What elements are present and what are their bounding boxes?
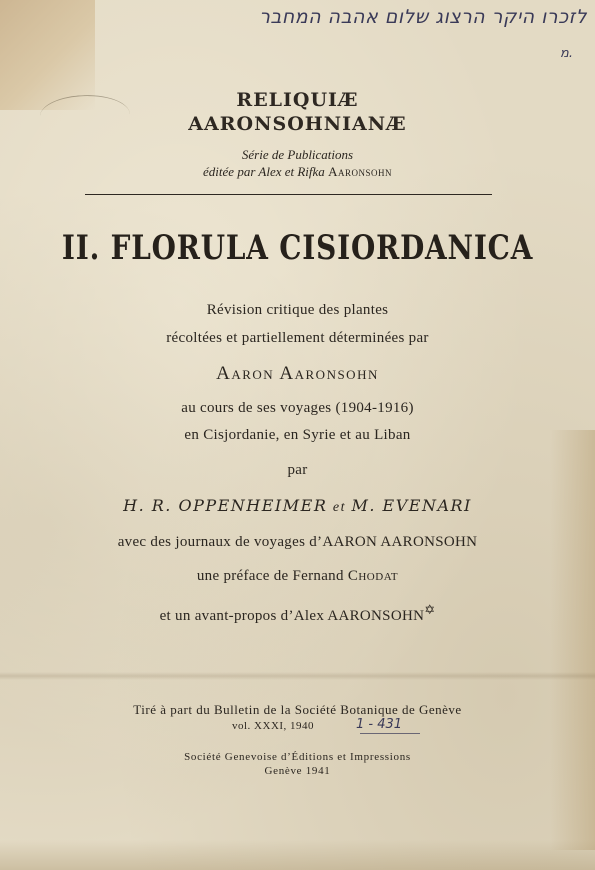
preface-prefix: une préface de Fernand — [196, 568, 344, 584]
editors-surname: Aaronsohn — [328, 164, 392, 179]
edge-discoloration — [550, 430, 595, 850]
star-of-david-icon: ✡ — [424, 602, 436, 617]
description-line-4: en Cisjordanie, en Syrie et au Liban — [184, 427, 411, 443]
offprint-line: Tiré à part du Bulletin de la Société Botanique de Genève — [133, 702, 462, 717]
bottom-discoloration — [0, 840, 595, 870]
handwritten-initial: מ. — [560, 46, 573, 61]
author-oppenheimer: H. R. OPPENHEIMER — [123, 496, 328, 515]
author-evenari: M. EVENARI — [351, 496, 472, 515]
journals-line: avec des journaux de voyages d’AARON AARONSOHN — [117, 534, 478, 550]
book-title: II. FLORULA CISIORDANICA — [61, 228, 534, 268]
authors — [0, 496, 595, 516]
handwritten-page-range: 1 - 431 — [356, 717, 403, 732]
description-line-2: récoltées et partiellement déterminées par — [166, 330, 429, 346]
series-title-line1: RELIQUIÆ — [236, 89, 359, 111]
editors-prefix: éditée par Alex et Rifka — [203, 164, 325, 179]
series-title — [0, 88, 595, 136]
handwritten-underline — [360, 733, 420, 734]
volume-line: vol. XXXI, 1940 — [232, 720, 315, 732]
description-line-3: au cours de ses voyages (1904-1916) — [181, 400, 414, 416]
description-line-5: par — [287, 462, 308, 478]
series-editors — [0, 164, 595, 180]
avant-propos-line — [0, 600, 595, 626]
series-title-line2: AARONSOHNIANÆ — [188, 113, 407, 135]
divider-rule — [85, 194, 492, 195]
handwritten-dedication: לזכרו היקר הרצוג שלום אהבה המחבר — [259, 6, 587, 28]
collector-name: Aaron Aaronsohn — [216, 363, 379, 384]
description-line-1: Révision critique des plantes — [206, 302, 389, 318]
authors-conjunction: et — [332, 500, 346, 515]
preface-line — [0, 566, 595, 586]
preface-name: Chodat — [347, 568, 399, 584]
series-subtitle: Série de Publications — [241, 147, 354, 162]
publisher-line: Société Genevoise d’Éditions et Impressions — [184, 751, 411, 763]
avant-propos-text: et un avant-propos d’Alex AARONSOHN — [159, 608, 425, 624]
paper-fold — [0, 672, 595, 680]
place-year-line: Genève 1941 — [264, 765, 331, 777]
